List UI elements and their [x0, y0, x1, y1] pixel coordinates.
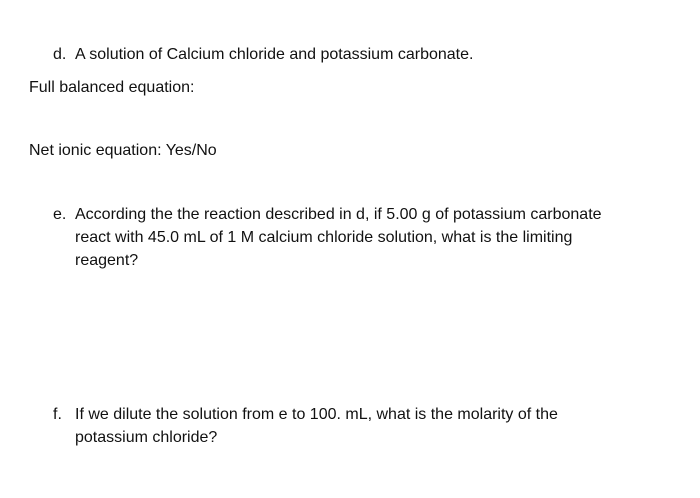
net-ionic-equation-label: Net ionic equation: Yes/No	[29, 142, 217, 159]
question-f-line: potassium chloride?	[75, 429, 218, 446]
question-f	[53, 403, 645, 449]
question-d-marker: d.	[53, 46, 67, 63]
question-f-marker: f.	[53, 406, 62, 423]
question-e	[53, 203, 645, 272]
question-e-marker: e.	[53, 206, 67, 223]
question-e-line: react with 45.0 mL of 1 M calcium chloride solution, what is the limiting	[75, 229, 573, 246]
question-e-line: reagent?	[75, 252, 139, 269]
full-balanced-equation-label: Full balanced equation:	[29, 79, 195, 96]
question-d	[53, 43, 645, 66]
question-f-line: If we dilute the solution from e to 100. mL, what is the molarity of the	[75, 406, 558, 423]
question-e-text	[75, 203, 645, 272]
question-f-text	[75, 403, 645, 449]
question-d-text: A solution of Calcium chloride and potassium carbonate.	[75, 46, 474, 63]
question-e-line: According the the reaction described in d, if 5.00 g of potassium carbonate	[75, 206, 602, 223]
